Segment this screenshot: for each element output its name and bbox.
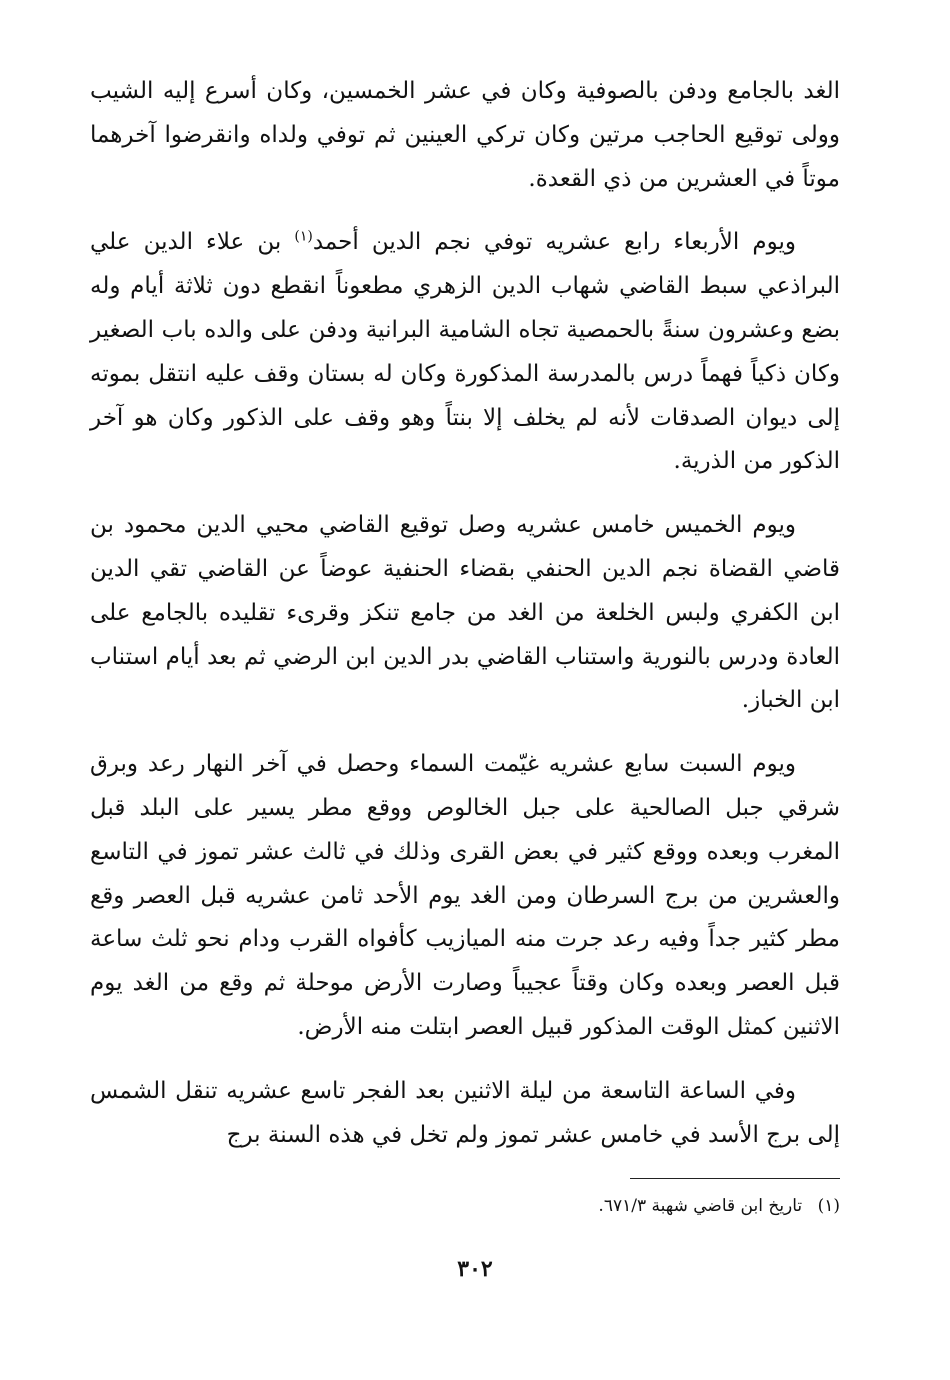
paragraph-2-lead: ويوم الأربعاء رابع عشريه توفي نجم الدين أحمد: [312, 229, 796, 256]
paragraph-2-rest: بن علاء الدين علي البراذعي سبط القاضي شهاب الدين الزهري مطعوناً انقطع دون ثلاثة أيام وله بضع وعشرون سنةً بالحمصية تجاه الشامية البرانية ودفن على والده باب الصغير وكان ذكياً فهماً درس بالمدرسة المذكورة وكان له بستان وقف عليه انتقل بموته إلى ديوان الصدقات لأنه لم يخلف إلا بنتاً وهو وقف على الذكور وكان هو آخر الذكور من الذرية.: [90, 229, 840, 475]
page-number: ٣٠٢: [457, 1256, 493, 1282]
footnote-text: تاريخ ابن قاضي شهبة ٦٧١/٣.: [598, 1196, 803, 1216]
paragraph-2: [90, 221, 840, 484]
paragraph-4: ويوم السبت سابع عشريه غيّمت السماء وحصل في آخر النهار رعد وبرق شرقي جبل الصالحية على جبل الخالوص ووقع مطر يسير على البلد قبل المغرب وبعده ووقع كثير في بعض القرى وذلك في ثالث عشر تموز في التاسع والعشرين من برج السرطان ومن الغد يوم الأحد ثامن عشريه قبل العصر وقع مطر كثير جداً وفيه رعد جرت منه الميازيب كأفواه القرب ودام نحو ثلث ساعة قبل العصر وبعده وكان وقتاً عجيباً وصارت الأرض موحلة ثم وقع من الغد يوم الاثنين كمثل الوقت المذكور قبيل العصر ابتلت منه الأرض.: [90, 751, 840, 1040]
footnote-marker: (١): [817, 1196, 840, 1216]
paragraph-3: ويوم الخميس خامس عشريه وصل توقيع القاضي محيي الدين محمود بن قاضي القضاة نجم الدين الحنفي بقضاء الحنفية عوضاً عن القاضي تقي الدين ابن الكفري ولبس الخلعة من الغد من جامع تنكز وقرىء تقليده بالجامع على العادة ودرس بالنورية واستناب القاضي بدر الدين ابن الرضي ثم بعد أيام استناب ابن الخباز.: [90, 512, 840, 714]
footnote-reference[interactable]: (١): [294, 228, 313, 245]
footnote: [90, 1196, 840, 1216]
paragraph-1: الغد بالجامع ودفن بالصوفية وكان في عشر الخمسين، وكان أسرع إليه الشيب وولى توقيع الحاجب مرتين وكان تركي العينين ثم توفي ولداه وانقرضوا آخرهما موتاً في العشرين من ذي القعدة.: [90, 78, 840, 192]
footnote-divider: [630, 1178, 840, 1179]
page-body: [90, 70, 840, 1177]
paragraph-5: وفي الساعة التاسعة من ليلة الاثنين بعد الفجر تاسع عشريه تنقل الشمس إلى برج الأسد في خامس عشر تموز ولم تخل في هذه السنة برج: [90, 1077, 840, 1148]
